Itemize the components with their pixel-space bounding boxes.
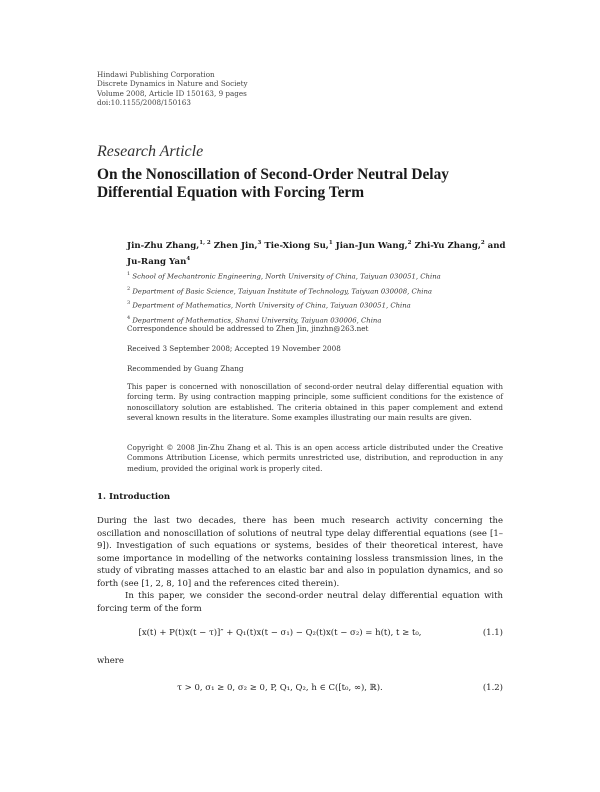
paper-title: On the Nonoscillation of Second-Order Neutral Delay Differential Equation with Forcing Term — [97, 166, 449, 201]
volume-info: Volume 2008, Article ID 150163, 9 pages — [97, 88, 247, 98]
author-affiliation-marker: 3 — [257, 240, 262, 246]
received-date: Received 3 September 2008; Accepted 19 November 2008 — [127, 344, 341, 353]
equation-body: [x(t) + P(t)x(t − τ)]″ + Q₁(t)x(t − σ₁) − Q₂(t)x(t − σ₂) = h(t), t ≥ t₀, — [138, 628, 422, 638]
author-affiliation-marker: 1, 2 — [199, 240, 211, 246]
equation-body: τ > 0, σ₁ ≥ 0, σ₂ ≥ 0, P, Q₁, Q₂, h ∈ C([t₀, ∞), ℝ). — [177, 683, 383, 693]
recommended-by: Recommended by Guang Zhang — [127, 364, 244, 373]
intro-paragraph-1: During the last two decades, there has been much research activity concerning the oscillation and nonoscillation of solutions of neutral type delay differential equations (see [1–9]). Investigation of such equations or systems, besides of their theoretical interest, have some importance in modelling of the networks containing lossless transmission lines, in the study of vibrating masses attached to an elastic bar and also in population dynamics, and so forth (see [1, 2, 8, 10] and the references cited therein). — [97, 516, 503, 589]
author-name: Zhi-Yu Zhang, — [414, 240, 481, 251]
author-name: and Ju-Rang Yan — [127, 240, 506, 267]
author-affiliation-marker: 1 — [328, 240, 333, 246]
section-heading: 1. Introduction — [97, 492, 171, 502]
affiliation-text: Department of Mathematics, North University of China, Taiyuan 030051, China — [130, 301, 411, 310]
affiliation — [127, 283, 517, 298]
affiliation — [127, 268, 517, 283]
author-name: Jian-Jun Wang, — [335, 240, 408, 251]
correspondence[interactable]: Correspondence should be addressed to Zhen Jin, jinzhn@263.net — [127, 324, 369, 333]
author-affiliation-marker: 4 — [186, 255, 191, 262]
affiliation-list — [127, 268, 517, 327]
affiliation-number: 1 — [127, 271, 131, 277]
where-label: where — [97, 656, 124, 666]
doi[interactable]: doi:10.1155/2008/150163 — [97, 97, 191, 107]
affiliation-text: School of Mechantronic Engineering, North University of China, Taiyuan 030051, China — [130, 272, 441, 281]
abstract: This paper is concerned with nonoscillation of second-order neutral delay differential equation with forcing term. By using contraction mapping principle, some sufficient conditions for the existence of nonoscillatory solution are established. The criteria obtained in this paper complement and extend several known results in the literature. Some examples illustrating our main results are given. — [127, 382, 503, 423]
affiliation-number: 2 — [127, 285, 131, 292]
author-list — [127, 237, 517, 269]
author-affiliation-marker: 2 — [480, 240, 485, 246]
author-name: Zhen Jin, — [213, 240, 258, 251]
article-type: Research Article — [97, 143, 204, 160]
publisher: Hindawi Publishing Corporation — [97, 70, 215, 79]
author-name: Jin-Zhu Zhang, — [127, 240, 200, 251]
affiliation-number: 3 — [127, 300, 131, 307]
author-name: Tie-Xiong Su, — [264, 240, 329, 251]
affiliation-text: Department of Basic Science, Taiyuan Institute of Technology, Taiyuan 030008, China — [130, 287, 433, 295]
equation-number: (1.2) — [482, 683, 503, 693]
intro-paragraph-2: In this paper, we consider the second-order neutral delay differential equation with forcing term of the form — [97, 591, 503, 614]
affiliation-number: 4 — [127, 315, 131, 322]
equation-number: (1.1) — [482, 628, 503, 638]
author-affiliation-marker: 2 — [407, 240, 412, 246]
affiliation-text: Department of Mathematics, Shanxi University, Taiyuan 030006, China — [130, 316, 382, 325]
affiliation — [127, 297, 517, 312]
copyright-notice: Copyright © 2008 Jin-Zhu Zhang et al. This is an open access article distributed under the Creative Commons Attribution License, which permits unrestricted use, distribution, and reproduction in any medium, provided the original work is properly cited. — [127, 443, 503, 473]
journal-name: Discrete Dynamics in Nature and Society — [97, 79, 248, 89]
journal-header — [97, 70, 248, 107]
